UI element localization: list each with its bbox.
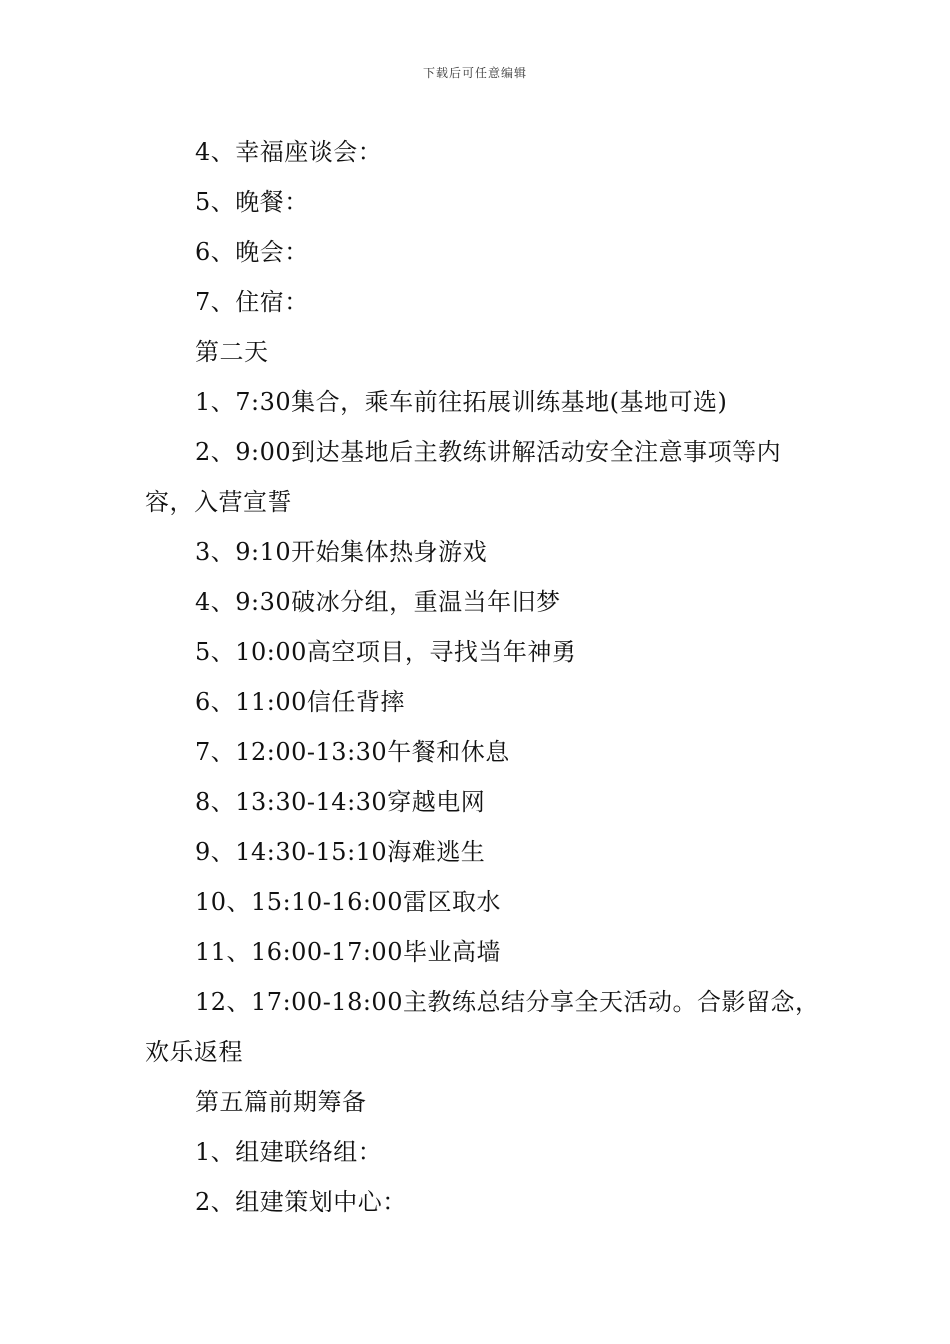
paragraph-line: 10、15:10-16:00雷区取水 [195, 888, 501, 916]
paragraph-line: 1、组建联络组： [195, 1138, 383, 1166]
paragraph-line: 4、9:30破冰分组，重温当年旧梦 [195, 588, 561, 616]
paragraph-line: 欢乐返程 [145, 1038, 243, 1066]
paragraph-line: 5、10:00高空项目，寻找当年神勇 [195, 638, 577, 666]
paragraph-line: 9、14:30-15:10海难逃生 [195, 838, 486, 866]
paragraph-line: 6、11:00信任背摔 [195, 688, 405, 716]
paragraph-line: 7、住宿： [195, 288, 309, 316]
section-heading: 第五篇前期筹备 [195, 1088, 367, 1116]
paragraph-line: 3、9:10开始集体热身游戏 [195, 538, 488, 566]
paragraph-line: 8、13:30-14:30穿越电网 [195, 788, 486, 816]
paragraph-line: 6、晚会： [195, 238, 309, 266]
paragraph-line: 1、7:30集合，乘车前往拓展训练基地(基地可选) [195, 388, 728, 416]
paragraph-line: 11、16:00-17:00毕业高墙 [195, 938, 501, 966]
paragraph-line: 7、12:00-13:30午餐和休息 [195, 738, 510, 766]
paragraph-line: 2、9:00到达基地后主教练讲解活动安全注意事项等内 [195, 438, 782, 466]
document-body [145, 127, 825, 1227]
paragraph-line: 2、组建策划中心： [195, 1188, 407, 1216]
section-heading: 第二天 [195, 338, 269, 366]
paragraph-line: 5、晚餐： [195, 188, 309, 216]
paragraph-line: 12、17:00-18:00主教练总结分享全天活动。合影留念， [195, 988, 820, 1016]
paragraph-line: 容，入营宣誓 [145, 488, 292, 516]
paragraph-line: 4、幸福座谈会： [195, 138, 383, 166]
page-header: 下载后可任意编辑 [422, 66, 527, 80]
